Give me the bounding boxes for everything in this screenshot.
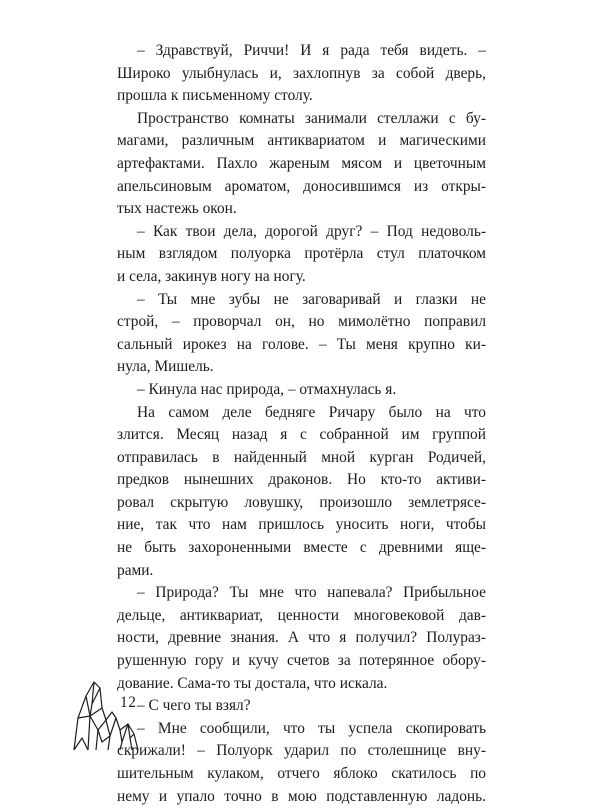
text-line: На самом деле бедняге Ричару было на что	[137, 403, 486, 421]
text-line: – Природа? Ты мне что напевала? Прибыльное	[137, 584, 486, 602]
text-line: артефактами. Пахло жареным мясом и цветочным	[117, 154, 486, 172]
text-line: тых настежь окон.	[117, 200, 237, 218]
text-line: злится. Месяц назад я с собранной им группой	[117, 426, 486, 444]
text-line: дельце, антиквариат, ценности многовековой дав-	[117, 606, 486, 624]
text-line: – Как твои дела, дорогой друг? – Под недоволь-	[137, 222, 486, 240]
text-line: нему и упало точно в мою подставленную ладонь.	[117, 787, 486, 805]
text-line: ровал скрытую ловушку, произошло землетрясе-	[117, 493, 486, 511]
text-line: отправилась в найденный мной курган Родичей,	[117, 448, 486, 466]
text-line: рами.	[117, 561, 154, 579]
text-line: нула, Мишель.	[117, 358, 214, 376]
text-line: дование. Сама-то ты достала, что искала.	[117, 674, 388, 692]
text-line: – Здравствуй, Риччи! И я рада тебя видеть. –	[137, 42, 486, 59]
body-text	[117, 40, 486, 808]
text-line: – С чего ты взял?	[137, 697, 251, 715]
text-line: апельсиновым ароматом, доносившимся из откры-	[117, 177, 486, 195]
text-line: рушенную гору и кучу счетов за потерянное обору-	[117, 652, 486, 670]
text-line: предков нынешних драконов. Но кто-то активи-	[117, 471, 486, 489]
text-line: Пространство комнаты занимали стеллажи с бу-	[137, 109, 486, 127]
text-line: ным взглядом полуорка протёрла стул платочком	[117, 245, 486, 263]
text-line: – Мне сообщили, что ты успела скопировать	[137, 719, 486, 737]
text-line: сальный ирокез на голове. – Ты меня крупно ки-	[117, 335, 486, 353]
text-line: ности, древние знания. А что я получил? Полураз-	[117, 629, 486, 647]
text-line: не быть захороненными вместе с древними яще-	[117, 539, 486, 557]
page-number: 12	[120, 694, 137, 711]
text-line: магами, различным антиквариатом и магическими	[117, 132, 486, 150]
text-line: скрижали! – Полуорк ударил по столешнице вну-	[117, 742, 486, 760]
text-line: Широко улыбнулась и, захлопнув за собой дверь,	[117, 64, 486, 82]
text-line: строй, – проворчал он, но мимолётно поправил	[117, 313, 486, 331]
text-line: шительным кулаком, отчего яблоко скатилось по	[117, 765, 486, 782]
text-line: ние, так что нам пришлось уносить ноги, чтобы	[117, 516, 486, 534]
text-line: – Ты мне зубы не заговаривай и глазки не	[137, 290, 486, 308]
text-line: – Кинула нас природа, – отмахнулась я.	[137, 380, 397, 398]
text-line: прошла к письменному столу.	[117, 87, 313, 105]
text-line: и села, закинув ногу на ногу.	[117, 267, 306, 285]
